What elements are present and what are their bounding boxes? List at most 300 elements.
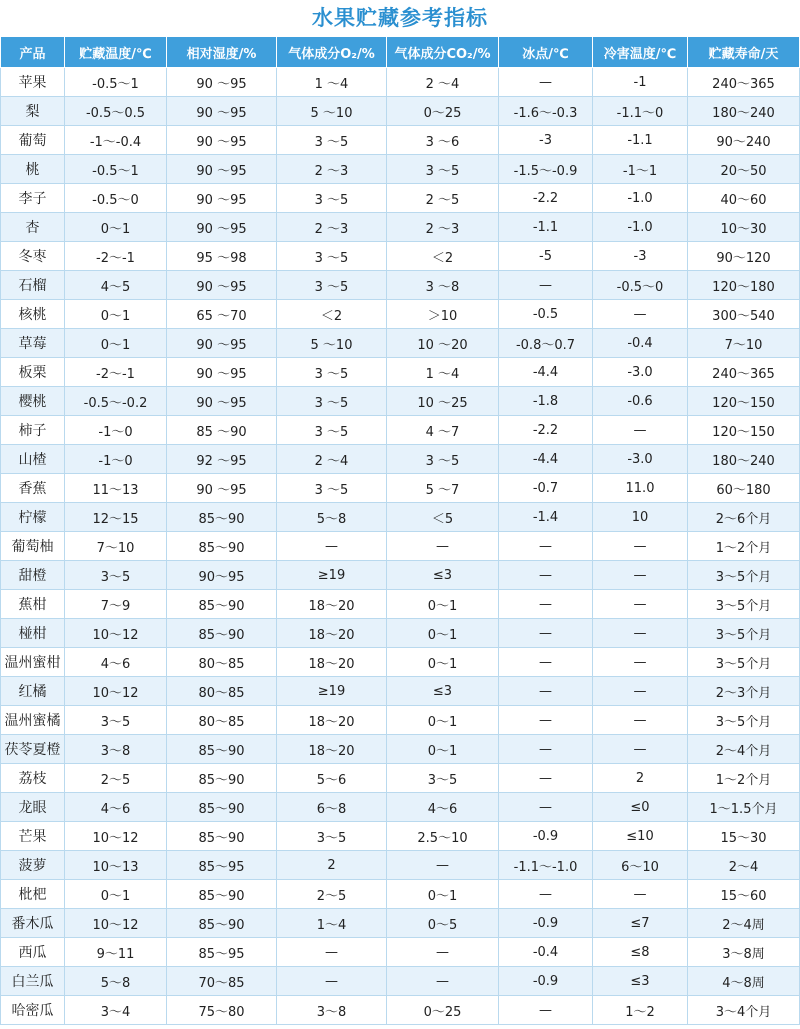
table-cell: 11.0 [593, 474, 688, 503]
table-row [1, 764, 800, 793]
table-cell: 5 ～10 [277, 97, 387, 126]
table-cell: -2.2 [499, 184, 593, 213]
table-cell: -3.0 [593, 358, 688, 387]
table-cell: — [593, 590, 688, 619]
table-cell: 0～1 [65, 300, 167, 329]
table-cell: 3～4 [65, 996, 167, 1025]
table-row [1, 938, 800, 967]
table-cell: — [499, 996, 593, 1025]
table-cell: — [387, 851, 499, 880]
table-cell: 3 ～8 [387, 271, 499, 300]
table-cell: — [593, 619, 688, 648]
table-cell: 85～90 [167, 532, 277, 561]
product-name-cell: 草莓 [1, 329, 65, 358]
table-cell: 80～85 [167, 706, 277, 735]
table-cell: — [277, 967, 387, 996]
table-cell: 90～120 [688, 242, 800, 271]
table-cell: 85～90 [167, 909, 277, 938]
table-cell: ≤3 [593, 967, 688, 996]
table-cell: 11～13 [65, 474, 167, 503]
product-name-cell: 樱桃 [1, 387, 65, 416]
product-name-cell: 桃 [1, 155, 65, 184]
table-cell: ＜2 [387, 242, 499, 271]
table-cell: 3～8 [65, 735, 167, 764]
table-cell: — [499, 706, 593, 735]
table-cell: — [277, 938, 387, 967]
table-cell: — [593, 706, 688, 735]
table-cell: ≤0 [593, 793, 688, 822]
table-cell: 3 ～5 [277, 126, 387, 155]
table-cell: 75～80 [167, 996, 277, 1025]
table-cell: 90 ～95 [167, 474, 277, 503]
table-cell: -1.4 [499, 503, 593, 532]
table-row [1, 271, 800, 300]
table-cell: 1～4 [277, 909, 387, 938]
table-row [1, 851, 800, 880]
table-cell: 10～12 [65, 822, 167, 851]
product-name-cell: 西瓜 [1, 938, 65, 967]
product-name-cell: 香蕉 [1, 474, 65, 503]
table-cell: 90 ～95 [167, 155, 277, 184]
table-cell: 10～12 [65, 619, 167, 648]
table-cell: — [499, 561, 593, 590]
table-cell: 5～6 [277, 764, 387, 793]
table-cell: -1～1 [593, 155, 688, 184]
table-cell: -1 [593, 68, 688, 97]
table-cell: 240～365 [688, 68, 800, 97]
table-cell: — [499, 764, 593, 793]
table-cell: 6～8 [277, 793, 387, 822]
table-cell: 0～1 [387, 880, 499, 909]
table-cell: 85～90 [167, 822, 277, 851]
table-cell: 2 ～5 [387, 184, 499, 213]
product-name-cell: 柠檬 [1, 503, 65, 532]
table-row [1, 242, 800, 271]
table-cell: 0～25 [387, 996, 499, 1025]
table-cell: 120～180 [688, 271, 800, 300]
table-cell: ≤10 [593, 822, 688, 851]
table-cell: 3～5个月 [688, 648, 800, 677]
table-row [1, 184, 800, 213]
table-cell: 0～1 [65, 880, 167, 909]
table-cell: 80～85 [167, 677, 277, 706]
table-row [1, 735, 800, 764]
table-cell: 18～20 [277, 735, 387, 764]
table-row [1, 68, 800, 97]
table-cell: 95 ～98 [167, 242, 277, 271]
table-cell: 90 ～95 [167, 68, 277, 97]
product-name-cell: 葡萄 [1, 126, 65, 155]
table-cell: -1～-0.4 [65, 126, 167, 155]
table-cell: 1～2 [593, 996, 688, 1025]
product-name-cell: 梨 [1, 97, 65, 126]
column-header: 贮藏寿命/天 [688, 37, 800, 68]
table-row [1, 822, 800, 851]
product-name-cell: 番木瓜 [1, 909, 65, 938]
table-cell: ≤7 [593, 909, 688, 938]
table-cell: 3～5 [277, 822, 387, 851]
product-name-cell: 山楂 [1, 445, 65, 474]
table-cell: — [593, 561, 688, 590]
fruit-storage-table [0, 36, 800, 1025]
table-cell: 5 ～10 [277, 329, 387, 358]
table-cell: 1～2个月 [688, 764, 800, 793]
table-cell: 90 ～95 [167, 358, 277, 387]
table-cell: — [593, 300, 688, 329]
table-cell: 2 ～4 [387, 68, 499, 97]
table-cell: 90 ～95 [167, 329, 277, 358]
table-row [1, 532, 800, 561]
table-cell: 2～4 [688, 851, 800, 880]
table-cell: 2～3个月 [688, 677, 800, 706]
table-cell: -3 [593, 242, 688, 271]
table-cell: 20～50 [688, 155, 800, 184]
table-cell: — [499, 532, 593, 561]
table-cell: 85～90 [167, 764, 277, 793]
table-row [1, 387, 800, 416]
table-cell: 12～15 [65, 503, 167, 532]
table-cell: 90 ～95 [167, 126, 277, 155]
table-cell: 90 ～95 [167, 97, 277, 126]
table-cell: -0.5～0 [593, 271, 688, 300]
table-cell: -1.8 [499, 387, 593, 416]
table-cell: -1.0 [593, 184, 688, 213]
table-row [1, 648, 800, 677]
table-cell: ＞10 [387, 300, 499, 329]
page-title: 水果贮藏参考指标 [312, 6, 488, 30]
table-cell: -1.6～-0.3 [499, 97, 593, 126]
table-cell: 92 ～95 [167, 445, 277, 474]
table-cell: ≤8 [593, 938, 688, 967]
table-cell: — [499, 271, 593, 300]
table-row [1, 358, 800, 387]
table-cell: — [499, 880, 593, 909]
table-cell: -3.0 [593, 445, 688, 474]
table-cell: 80～85 [167, 648, 277, 677]
table-header-row [1, 37, 800, 68]
table-cell: 3～5个月 [688, 590, 800, 619]
table-cell: — [499, 677, 593, 706]
table-cell: -0.4 [499, 938, 593, 967]
table-cell: 3 ～5 [277, 184, 387, 213]
table-row [1, 706, 800, 735]
table-cell: 18～20 [277, 619, 387, 648]
table-cell: -0.8～0.7 [499, 329, 593, 358]
table-cell: — [499, 735, 593, 764]
table-cell: 3 ～5 [277, 474, 387, 503]
table-cell: -2～-1 [65, 242, 167, 271]
table-cell: -3 [499, 126, 593, 155]
column-header: 贮藏温度/℃ [65, 37, 167, 68]
table-cell: 0～1 [65, 329, 167, 358]
table-cell: 3 ～5 [277, 416, 387, 445]
table-cell: 5～8 [65, 967, 167, 996]
product-name-cell: 哈密瓜 [1, 996, 65, 1025]
table-cell: 85～90 [167, 590, 277, 619]
table-cell: -1.1 [499, 213, 593, 242]
table-row [1, 213, 800, 242]
table-cell: 40～60 [688, 184, 800, 213]
table-cell: 3～5 [387, 764, 499, 793]
table-cell: 90～240 [688, 126, 800, 155]
table-row [1, 561, 800, 590]
table-cell: — [593, 880, 688, 909]
table-cell: 2 ～3 [387, 213, 499, 242]
table-cell: 300～540 [688, 300, 800, 329]
table-cell: -0.5～0 [65, 184, 167, 213]
table-cell: — [277, 532, 387, 561]
product-name-cell: 苹果 [1, 68, 65, 97]
table-cell: 90 ～95 [167, 213, 277, 242]
table-cell: 10 [593, 503, 688, 532]
column-header: 冷害温度/℃ [593, 37, 688, 68]
table-row [1, 474, 800, 503]
product-name-cell: 葡萄柚 [1, 532, 65, 561]
table-cell: 4～6 [65, 793, 167, 822]
table-cell: 4 ～7 [387, 416, 499, 445]
table-cell: -1.1～-1.0 [499, 851, 593, 880]
table-cell: 10～12 [65, 677, 167, 706]
column-header: 冰点/℃ [499, 37, 593, 68]
table-cell: 2～4周 [688, 909, 800, 938]
table-cell: 3～5 [65, 706, 167, 735]
table-row [1, 97, 800, 126]
table-cell: 90～95 [167, 561, 277, 590]
table-cell: 2～6个月 [688, 503, 800, 532]
table-cell: 7～10 [65, 532, 167, 561]
table-cell: 85～90 [167, 503, 277, 532]
table-cell: 3～5 [65, 561, 167, 590]
table-cell: -0.6 [593, 387, 688, 416]
table-cell: -0.5～1 [65, 68, 167, 97]
table-cell: -1～0 [65, 416, 167, 445]
table-cell: ＜5 [387, 503, 499, 532]
table-cell: 3 ～5 [387, 155, 499, 184]
table-cell: — [593, 648, 688, 677]
product-name-cell: 菠萝 [1, 851, 65, 880]
table-cell: 4～6 [387, 793, 499, 822]
table-cell: 3～4个月 [688, 996, 800, 1025]
product-name-cell: 石榴 [1, 271, 65, 300]
table-cell: 7～9 [65, 590, 167, 619]
table-cell: -0.5 [499, 300, 593, 329]
table-cell: ≤3 [387, 677, 499, 706]
table-cell: 2～5 [277, 880, 387, 909]
column-header: 产品 [1, 37, 65, 68]
table-cell: — [593, 532, 688, 561]
product-name-cell: 甜橙 [1, 561, 65, 590]
product-name-cell: 白兰瓜 [1, 967, 65, 996]
table-cell: 10～30 [688, 213, 800, 242]
table-cell: -0.4 [593, 329, 688, 358]
table-cell: 2 [593, 764, 688, 793]
table-cell: ≥19 [277, 677, 387, 706]
table-cell: 4～6 [65, 648, 167, 677]
product-name-cell: 蕉柑 [1, 590, 65, 619]
table-cell: 1～2个月 [688, 532, 800, 561]
table-cell: 120～150 [688, 387, 800, 416]
table-cell: -1.1～0 [593, 97, 688, 126]
table-row [1, 503, 800, 532]
table-cell: ≤3 [387, 561, 499, 590]
table-cell: 0～1 [387, 706, 499, 735]
table-cell: 65 ～70 [167, 300, 277, 329]
product-name-cell: 冬枣 [1, 242, 65, 271]
table-cell: 3 ～5 [277, 242, 387, 271]
table-cell: 85～90 [167, 735, 277, 764]
table-cell: -1.0 [593, 213, 688, 242]
table-cell: 3～8周 [688, 938, 800, 967]
table-cell: 5 ～7 [387, 474, 499, 503]
table-row [1, 909, 800, 938]
product-name-cell: 椪柑 [1, 619, 65, 648]
table-cell: 0～1 [387, 648, 499, 677]
table-cell: 0～1 [65, 213, 167, 242]
table-cell: — [499, 648, 593, 677]
table-cell: 3～5个月 [688, 619, 800, 648]
product-name-cell: 红橘 [1, 677, 65, 706]
table-cell: 85～90 [167, 619, 277, 648]
table-row [1, 126, 800, 155]
table-cell: — [499, 590, 593, 619]
table-body [1, 68, 800, 1025]
product-name-cell: 温州蜜柑 [1, 648, 65, 677]
table-cell: 85～95 [167, 851, 277, 880]
table-cell: 3 ～5 [277, 387, 387, 416]
table-cell: 85～95 [167, 938, 277, 967]
table-cell: -2～-1 [65, 358, 167, 387]
table-cell: 15～60 [688, 880, 800, 909]
table-cell: 0～1 [387, 735, 499, 764]
table-cell: 18～20 [277, 706, 387, 735]
table-cell: 4～5 [65, 271, 167, 300]
table-cell: 3～5个月 [688, 706, 800, 735]
table-cell: 2 ～4 [277, 445, 387, 474]
table-cell: — [593, 677, 688, 706]
table-cell: 85 ～90 [167, 416, 277, 445]
table-cell: 120～150 [688, 416, 800, 445]
table-row [1, 590, 800, 619]
table-cell: — [593, 735, 688, 764]
table-cell: 1 ～4 [277, 68, 387, 97]
product-name-cell: 核桃 [1, 300, 65, 329]
table-cell: 10 ～25 [387, 387, 499, 416]
table-row [1, 329, 800, 358]
table-cell: 240～365 [688, 358, 800, 387]
table-cell: 7～10 [688, 329, 800, 358]
table-cell: 10～13 [65, 851, 167, 880]
table-cell: 2 [277, 851, 387, 880]
table-cell: 3～5个月 [688, 561, 800, 590]
table-cell: — [387, 938, 499, 967]
product-name-cell: 芒果 [1, 822, 65, 851]
table-cell: 85～90 [167, 880, 277, 909]
table-cell: 5～8 [277, 503, 387, 532]
table-cell: 0～25 [387, 97, 499, 126]
table-cell: -5 [499, 242, 593, 271]
table-cell: 18～20 [277, 648, 387, 677]
table-row [1, 445, 800, 474]
table-cell: — [499, 619, 593, 648]
table-cell: 3～8 [277, 996, 387, 1025]
table-row [1, 880, 800, 909]
table-cell: 2 ～3 [277, 213, 387, 242]
table-cell: 3 ～6 [387, 126, 499, 155]
product-name-cell: 龙眼 [1, 793, 65, 822]
table-cell: 3 ～5 [277, 358, 387, 387]
table-cell: 0～1 [387, 619, 499, 648]
table-cell: 2.5～10 [387, 822, 499, 851]
table-cell: ＜2 [277, 300, 387, 329]
table-cell: — [387, 967, 499, 996]
table-row [1, 155, 800, 184]
table-cell: 180～240 [688, 445, 800, 474]
product-name-cell: 枇杷 [1, 880, 65, 909]
table-cell: — [593, 416, 688, 445]
table-cell: — [387, 532, 499, 561]
product-name-cell: 柿子 [1, 416, 65, 445]
table-cell: 2 ～3 [277, 155, 387, 184]
table-cell: -0.7 [499, 474, 593, 503]
product-name-cell: 温州蜜橘 [1, 706, 65, 735]
table-cell: 70～85 [167, 967, 277, 996]
column-header: 气体成分CO₂/% [387, 37, 499, 68]
table-cell: 9～11 [65, 938, 167, 967]
table-row [1, 996, 800, 1025]
table-cell: 85～90 [167, 793, 277, 822]
table-cell: -4.4 [499, 358, 593, 387]
table-cell: 2～5 [65, 764, 167, 793]
table-cell: 10 ～20 [387, 329, 499, 358]
table-cell: 10～12 [65, 909, 167, 938]
product-name-cell: 荔枝 [1, 764, 65, 793]
product-name-cell: 李子 [1, 184, 65, 213]
table-cell: -0.5～-0.2 [65, 387, 167, 416]
product-name-cell: 杏 [1, 213, 65, 242]
table-cell: 4～8周 [688, 967, 800, 996]
table-cell: 3 ～5 [277, 271, 387, 300]
table-row [1, 416, 800, 445]
column-header: 相对湿度/% [167, 37, 277, 68]
table-cell: 90 ～95 [167, 387, 277, 416]
table-cell: — [499, 793, 593, 822]
table-cell: -0.5～1 [65, 155, 167, 184]
table-cell: -0.9 [499, 822, 593, 851]
table-cell: -2.2 [499, 416, 593, 445]
table-cell: 90 ～95 [167, 271, 277, 300]
table-cell: ≥19 [277, 561, 387, 590]
table-cell: 1 ～4 [387, 358, 499, 387]
table-cell: 3 ～5 [387, 445, 499, 474]
table-cell: -1～0 [65, 445, 167, 474]
table-cell: -0.9 [499, 967, 593, 996]
table-cell: -1.5～-0.9 [499, 155, 593, 184]
table-cell: 90 ～95 [167, 184, 277, 213]
table-cell: 18～20 [277, 590, 387, 619]
table-cell: — [499, 68, 593, 97]
table-cell: 15～30 [688, 822, 800, 851]
table-cell: -4.4 [499, 445, 593, 474]
table-cell: 2～4个月 [688, 735, 800, 764]
table-row [1, 677, 800, 706]
table-row [1, 300, 800, 329]
table-row [1, 967, 800, 996]
table-row [1, 793, 800, 822]
column-header: 气体成分O₂/% [277, 37, 387, 68]
table-cell: 60～180 [688, 474, 800, 503]
table-cell: 0～5 [387, 909, 499, 938]
table-cell: -0.5～0.5 [65, 97, 167, 126]
